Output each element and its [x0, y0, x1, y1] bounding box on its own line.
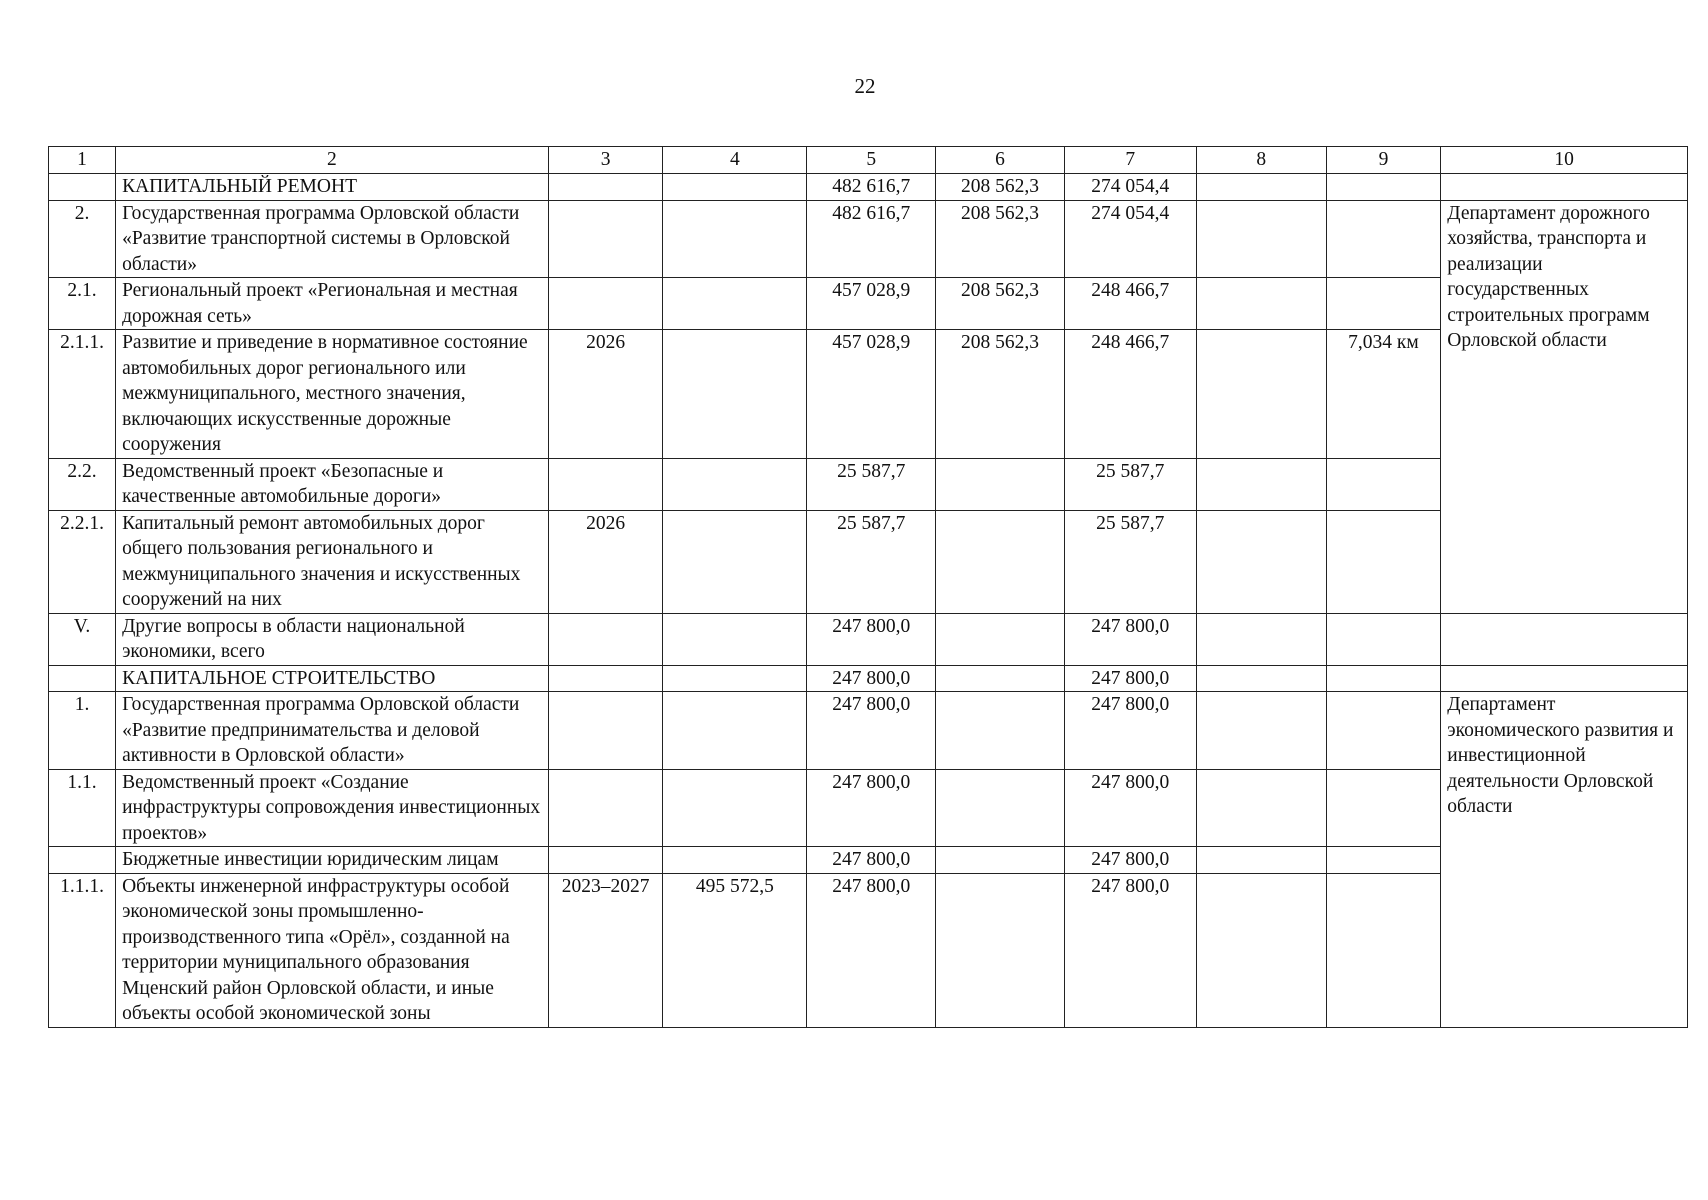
row-col4: 495 572,5 — [663, 873, 807, 1027]
row-name: Развитие и приведение в нормативное состояние автомобильных дорог регионального или межмуниципального, местного значения, включающих искусственные дорожные сооружения — [116, 330, 549, 459]
row-number: 1.1.1. — [49, 873, 116, 1027]
row-col5: 25 587,7 — [807, 458, 936, 510]
row-col8 — [1196, 510, 1326, 613]
row-col8 — [1196, 174, 1326, 201]
row-col8 — [1196, 847, 1326, 874]
row-number: 1.1. — [49, 769, 116, 847]
row-number: 2. — [49, 200, 116, 278]
table-row — [49, 174, 1688, 201]
row-year — [548, 613, 663, 665]
header-cell: 1 — [49, 147, 116, 174]
row-col4 — [663, 510, 807, 613]
responsible-transport: Департамент дорожного хозяйства, транспорта и реализации государственных строительных программ Орловской области — [1441, 200, 1688, 613]
row-col5: 247 800,0 — [807, 769, 936, 847]
header-cell: 4 — [663, 147, 807, 174]
row-year — [548, 769, 663, 847]
row-col6 — [936, 692, 1065, 770]
row-year — [548, 847, 663, 874]
row-col7: 247 800,0 — [1064, 769, 1196, 847]
header-cell: 3 — [548, 147, 663, 174]
row-col9 — [1326, 510, 1441, 613]
row-number — [49, 847, 116, 874]
row-col6 — [936, 873, 1065, 1027]
row-col8 — [1196, 330, 1326, 459]
row-col4 — [663, 692, 807, 770]
responsible-economy: Департамент экономического развития и инвестиционной деятельности Орловской области — [1441, 692, 1688, 1028]
row-responsible — [1441, 613, 1688, 665]
row-number: 2.1.1. — [49, 330, 116, 459]
row-col8 — [1196, 613, 1326, 665]
row-col7: 247 800,0 — [1064, 665, 1196, 692]
row-year — [548, 692, 663, 770]
row-col4 — [663, 330, 807, 459]
row-year: 2026 — [548, 330, 663, 459]
table-row — [49, 692, 1688, 770]
row-col7: 247 800,0 — [1064, 692, 1196, 770]
row-col7: 25 587,7 — [1064, 510, 1196, 613]
row-col4 — [663, 769, 807, 847]
row-year — [548, 278, 663, 330]
row-col5: 247 800,0 — [807, 665, 936, 692]
row-number: V. — [49, 613, 116, 665]
header-cell: 7 — [1064, 147, 1196, 174]
table-row — [49, 665, 1688, 692]
row-name: Ведомственный проект «Создание инфраструктуры сопровождения инвестиционных проектов» — [116, 769, 549, 847]
row-col4 — [663, 458, 807, 510]
table-header-row — [49, 147, 1688, 174]
row-name: КАПИТАЛЬНОЕ СТРОИТЕЛЬСТВО — [116, 665, 549, 692]
row-number: 2.2. — [49, 458, 116, 510]
row-name: Другие вопросы в области национальной экономики, всего — [116, 613, 549, 665]
row-col6: 208 562,3 — [936, 278, 1065, 330]
row-col8 — [1196, 692, 1326, 770]
row-col6 — [936, 769, 1065, 847]
row-col5: 247 800,0 — [807, 613, 936, 665]
row-col6 — [936, 510, 1065, 613]
row-year — [548, 458, 663, 510]
row-col4 — [663, 278, 807, 330]
row-col9 — [1326, 200, 1441, 278]
row-responsible — [1441, 174, 1688, 201]
header-cell: 9 — [1326, 147, 1441, 174]
row-name: Объекты инженерной инфраструктуры особой экономической зоны промышленно-производственного типа «Орёл», созданной на территории муниципального образования Мценский район Орловской области, и иные объекты особой экономической зоны — [116, 873, 549, 1027]
table-row — [49, 200, 1688, 278]
header-cell: 5 — [807, 147, 936, 174]
row-col9: 7,034 км — [1326, 330, 1441, 459]
row-col9 — [1326, 665, 1441, 692]
row-col6 — [936, 613, 1065, 665]
row-col6: 208 562,3 — [936, 174, 1065, 201]
row-col4 — [663, 174, 807, 201]
row-col9 — [1326, 847, 1441, 874]
row-col4 — [663, 665, 807, 692]
header-cell: 2 — [116, 147, 549, 174]
row-name: Государственная программа Орловской области «Развитие предпринимательства и деловой активности в Орловской области» — [116, 692, 549, 770]
row-col5: 482 616,7 — [807, 200, 936, 278]
row-col4 — [663, 200, 807, 278]
header-cell: 10 — [1441, 147, 1688, 174]
row-col7: 247 800,0 — [1064, 847, 1196, 874]
row-number — [49, 174, 116, 201]
row-col4 — [663, 847, 807, 874]
row-col8 — [1196, 278, 1326, 330]
row-number: 2.1. — [49, 278, 116, 330]
header-cell: 6 — [936, 147, 1065, 174]
row-col9 — [1326, 458, 1441, 510]
row-col6: 208 562,3 — [936, 330, 1065, 459]
row-col9 — [1326, 692, 1441, 770]
row-year — [548, 665, 663, 692]
row-col7: 25 587,7 — [1064, 458, 1196, 510]
row-col7: 274 054,4 — [1064, 200, 1196, 278]
row-col6 — [936, 458, 1065, 510]
row-year — [548, 174, 663, 201]
row-col5: 482 616,7 — [807, 174, 936, 201]
row-col6 — [936, 665, 1065, 692]
row-name: Региональный проект «Региональная и местная дорожная сеть» — [116, 278, 549, 330]
row-col7: 247 800,0 — [1064, 613, 1196, 665]
row-name: Капитальный ремонт автомобильных дорог общего пользования регионального и межмуниципального значения и искусственных сооружений на них — [116, 510, 549, 613]
row-year: 2026 — [548, 510, 663, 613]
row-col8 — [1196, 200, 1326, 278]
row-col5: 247 800,0 — [807, 692, 936, 770]
row-col6 — [936, 847, 1065, 874]
row-year: 2023–2027 — [548, 873, 663, 1027]
budget-table — [48, 146, 1688, 1028]
row-number: 1. — [49, 692, 116, 770]
page-number: 22 — [854, 74, 876, 98]
row-number — [49, 665, 116, 692]
row-year — [548, 200, 663, 278]
table-row — [49, 613, 1688, 665]
row-col4 — [663, 613, 807, 665]
row-col5: 247 800,0 — [807, 873, 936, 1027]
row-col8 — [1196, 873, 1326, 1027]
row-col9 — [1326, 873, 1441, 1027]
row-col7: 274 054,4 — [1064, 174, 1196, 201]
row-name: КАПИТАЛЬНЫЙ РЕМОНТ — [116, 174, 549, 201]
row-col5: 457 028,9 — [807, 330, 936, 459]
row-col9 — [1326, 278, 1441, 330]
row-col7: 248 466,7 — [1064, 330, 1196, 459]
row-col5: 457 028,9 — [807, 278, 936, 330]
header-cell: 8 — [1196, 147, 1326, 174]
row-col9 — [1326, 769, 1441, 847]
row-name: Государственная программа Орловской области «Развитие транспортной системы в Орловской области» — [116, 200, 549, 278]
row-number: 2.2.1. — [49, 510, 116, 613]
row-col5: 247 800,0 — [807, 847, 936, 874]
row-col6: 208 562,3 — [936, 200, 1065, 278]
row-col9 — [1326, 174, 1441, 201]
row-col7: 247 800,0 — [1064, 873, 1196, 1027]
row-col8 — [1196, 769, 1326, 847]
row-col8 — [1196, 665, 1326, 692]
row-name: Ведомственный проект «Безопасные и качественные автомобильные дороги» — [116, 458, 549, 510]
row-name: Бюджетные инвестиции юридическим лицам — [116, 847, 549, 874]
row-responsible — [1441, 665, 1688, 692]
row-col7: 248 466,7 — [1064, 278, 1196, 330]
row-col8 — [1196, 458, 1326, 510]
row-col9 — [1326, 613, 1441, 665]
row-col5: 25 587,7 — [807, 510, 936, 613]
